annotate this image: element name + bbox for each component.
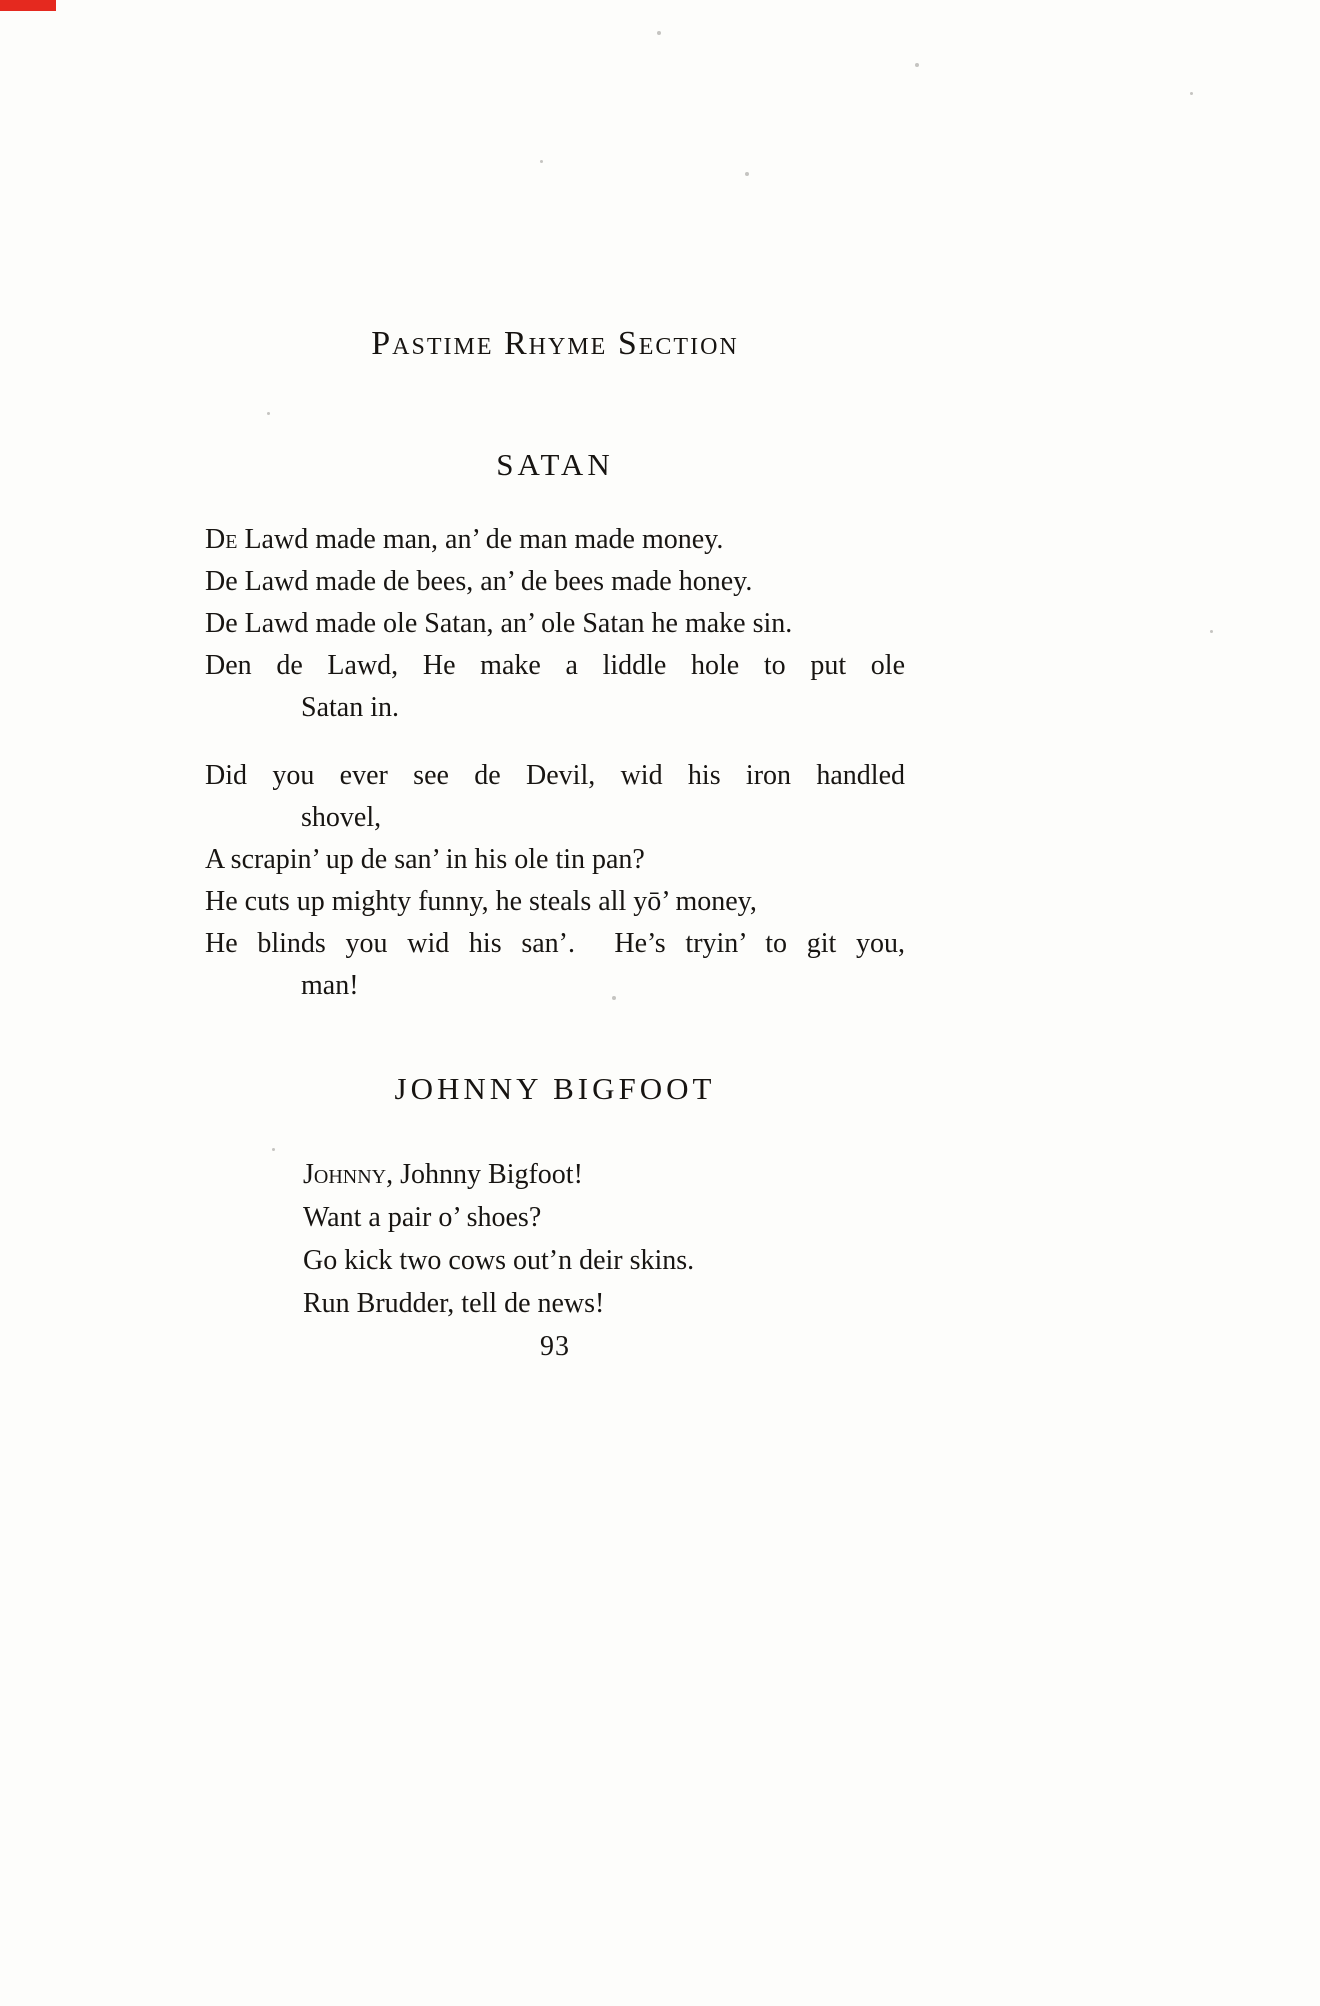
line-text: De Lawd made ole Satan, an’ ole Satan he make sin.: [205, 608, 793, 639]
line-text: De Lawd made de bees, an’ de bees made honey.: [205, 566, 753, 597]
line-text: He cuts up mighty funny, he steals all yō’ money,: [205, 886, 757, 917]
poem-title-satan: SATAN: [496, 447, 614, 482]
line-text: He blinds you wid his san’. He’s tryin’ to git you,: [205, 928, 905, 959]
poem-line: [205, 1239, 905, 1282]
stanza: [205, 755, 905, 1007]
poem-line: [205, 561, 905, 603]
poem-line: [205, 1282, 905, 1325]
scan-speck: [1210, 630, 1213, 633]
poem-line: [205, 923, 905, 965]
line-text: man!: [301, 970, 359, 1001]
line-text: Did you ever see de Devil, wid his iron handled: [205, 760, 905, 791]
line-text: Run Brudder, tell de news!: [303, 1288, 605, 1319]
scan-speck: [915, 63, 919, 67]
section-title: Pastime Rhyme Section: [371, 325, 739, 362]
line-text: , Johnny Bigfoot!: [386, 1159, 583, 1190]
stanza: [205, 519, 905, 729]
line-text: Satan in.: [301, 692, 399, 723]
small-caps-lead: De: [205, 524, 238, 555]
poem-line: [205, 1153, 905, 1196]
small-caps-lead: Johnny: [303, 1159, 387, 1190]
scan-speck: [745, 172, 749, 176]
poem-johnny-bigfoot: [205, 1071, 905, 1325]
poem-line: [205, 797, 905, 839]
stanza: [205, 1153, 905, 1325]
poem-line: [205, 755, 905, 797]
scan-speck: [657, 31, 661, 35]
line-text: Den de Lawd, He make a liddle hole to put ole: [205, 650, 905, 681]
line-text: A scrapin’ up de san’ in his ole tin pan?: [205, 844, 645, 875]
scan-artifact-red-mark: [0, 0, 56, 11]
line-text: Go kick two cows out’n deir skins.: [303, 1245, 695, 1276]
poem-title-johnny-bigfoot: JOHNNY BIGFOOT: [394, 1071, 716, 1106]
poem-line: [205, 965, 905, 1007]
poem-line: [205, 1196, 905, 1239]
poem-line: [205, 839, 905, 881]
line-text: shovel,: [301, 802, 382, 833]
poem-line: [205, 603, 905, 645]
page-number: 93: [540, 1331, 570, 1362]
poem-line: [205, 645, 905, 687]
line-text: Want a pair o’ shoes?: [303, 1202, 542, 1233]
text-block: [205, 325, 905, 1363]
scan-speck: [1190, 92, 1193, 95]
poem-satan: [205, 447, 905, 1007]
poem-line: [205, 687, 905, 729]
scan-speck: [540, 160, 543, 163]
line-text: Lawd made man, an’ de man made money.: [237, 524, 724, 555]
poem-line: [205, 519, 905, 561]
poem-line: [205, 881, 905, 923]
